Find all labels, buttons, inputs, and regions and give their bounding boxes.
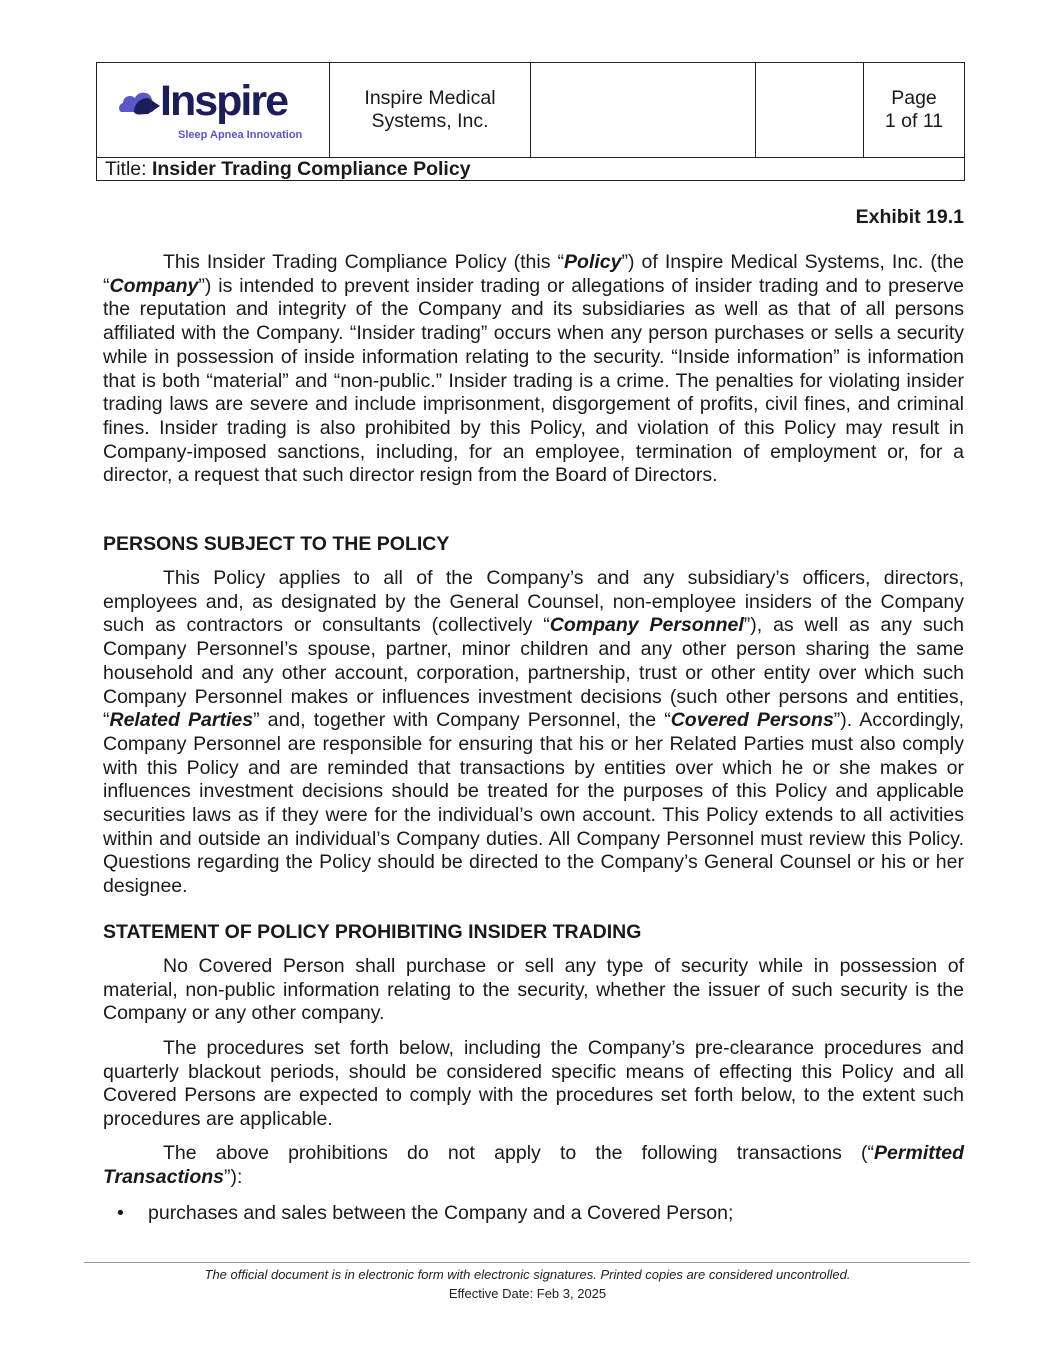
document-title: Insider Trading Compliance Policy — [151, 158, 471, 180]
statement-text-1: No Covered Person shall purchase or sell any type of security while in possession of material, non-public information relating to the security, whether the issuer of such security is the Company or any other company. — [103, 955, 964, 1025]
defined-term-policy: Policy — [564, 251, 622, 273]
intro-text-2: ”) of Inspire Medical Systems, Inc. (the “ — [103, 251, 964, 297]
defined-term-permitted-transactions: Permitted Transactions — [103, 1142, 964, 1188]
document-title-row — [105, 158, 471, 181]
exhibit-label: Exhibit 19.1 — [855, 206, 964, 228]
defined-term-company-personnel: Company Personnel — [549, 614, 744, 637]
intro-text-1: This Insider Trading Compliance Policy (this “ — [163, 251, 565, 273]
persons-paragraph — [103, 567, 964, 899]
footer-effective-date: Effective Date: Feb 3, 2025 — [448, 1286, 607, 1301]
footer-note: The official document is in electronic form with electronic signatures. Printed copies are considered uncontrolled. — [204, 1267, 851, 1282]
statement-paragraph-3 — [103, 1142, 964, 1189]
defined-term-covered-persons: Covered Persons — [670, 709, 834, 732]
header-row — [97, 63, 964, 158]
company-logo — [118, 77, 308, 141]
intro-paragraph — [103, 251, 964, 488]
page-count: 1 of 11 — [884, 110, 944, 132]
bullet-icon: • — [117, 1202, 124, 1224]
logo-cell — [97, 63, 330, 157]
intro-text-3: ”) is intended to prevent insider trading or allegations of insider trading and to preserve the reputation and integrity of the Company and its subsidiaries as well as that of all persons affiliated with the Company. “Insider trading” occurs when any person purchases or sells a security while in possession of inside information relating to the security. “Inside information” is information that is both “material” and “non-public.” Insider trading is a crime. The penalties for violating insider trading laws are severe and include imprisonment, disgorgement of profits, civil fines, and criminal fines. Insider trading is also prohibited by this Policy, and violation of this Policy may result in Company-imposed sanctions, including, for an employee, termination of employment or, for a director, a request that such director resign from the Board of Directors. — [103, 274, 964, 487]
persons-text-1: This Policy applies to all of the Company’s and any subsidiary’s officers, directors, employees and, as designated by the General Counsel, non-employee insiders of the Company such as contractors or consultants (collectively “ — [103, 567, 964, 637]
persons-text-3: ” and, together with Company Personnel, the “ — [253, 709, 671, 732]
statement-text-3b: ”): — [224, 1165, 243, 1188]
statement-text-3a: The above prohibitions do not apply to the following transactions (“ — [163, 1142, 875, 1164]
defined-term-company: Company — [109, 274, 199, 297]
persons-text-4: ”). Accordingly, Company Personnel are responsible for ensuring that his or her Related Parties must also comply with this Policy and are reminded that transactions by entities over which he or she makes or influences investment decisions should be treated for the purposes of this Policy and applicable securities laws as if they were for the individual’s own account. This Policy extends to all activities within and outside an individual’s Company duties. All Company Personnel must review this Policy. Questions regarding the Policy should be directed to the Company’s General Counsel or his or her designee. — [103, 709, 964, 898]
logo-tagline: Sleep Apnea Innovation — [178, 129, 303, 141]
document-header-table — [96, 62, 965, 181]
logo-wordmark: Inspire — [160, 77, 287, 125]
defined-term-related-parties: Related Parties — [109, 709, 254, 732]
logo-cloud-icon — [118, 86, 162, 120]
statement-paragraph-1 — [103, 955, 964, 1026]
section-heading-persons: PERSONS SUBJECT TO THE POLICY — [103, 533, 450, 555]
statement-text-2: The procedures set forth below, including the Company’s pre-clearance procedures and quarterly blackout periods, should be considered specific means of effecting this Policy and all Covered Persons are expected to comply with the procedures set forth below, to the extent such procedures are applicable. — [103, 1037, 964, 1131]
bullet-text: purchases and sales between the Company and a Covered Person; — [148, 1202, 734, 1224]
footer-divider — [84, 1262, 970, 1263]
section-heading-statement: STATEMENT OF POLICY PROHIBITING INSIDER TRADING — [103, 921, 642, 943]
company-name-line2: Systems, Inc. — [371, 110, 489, 132]
company-name-line1: Inspire Medical — [364, 87, 496, 109]
statement-paragraph-2 — [103, 1037, 964, 1132]
page-number-cell — [864, 63, 964, 157]
header-blank-cell-1 — [531, 63, 756, 157]
header-blank-cell-2 — [756, 63, 864, 157]
list-item — [117, 1202, 733, 1226]
persons-text-2: ”), as well as any such Company Personnel’s spouse, partner, minor children and any other person sharing the same household and any other account, corporation, partnership, trust or other entity over which such Company Personnel makes or influences investment decisions (such other persons and entities, “ — [103, 614, 965, 732]
page-label: Page — [891, 87, 937, 109]
company-name-cell — [330, 63, 531, 157]
title-label: Title: — [105, 158, 152, 180]
